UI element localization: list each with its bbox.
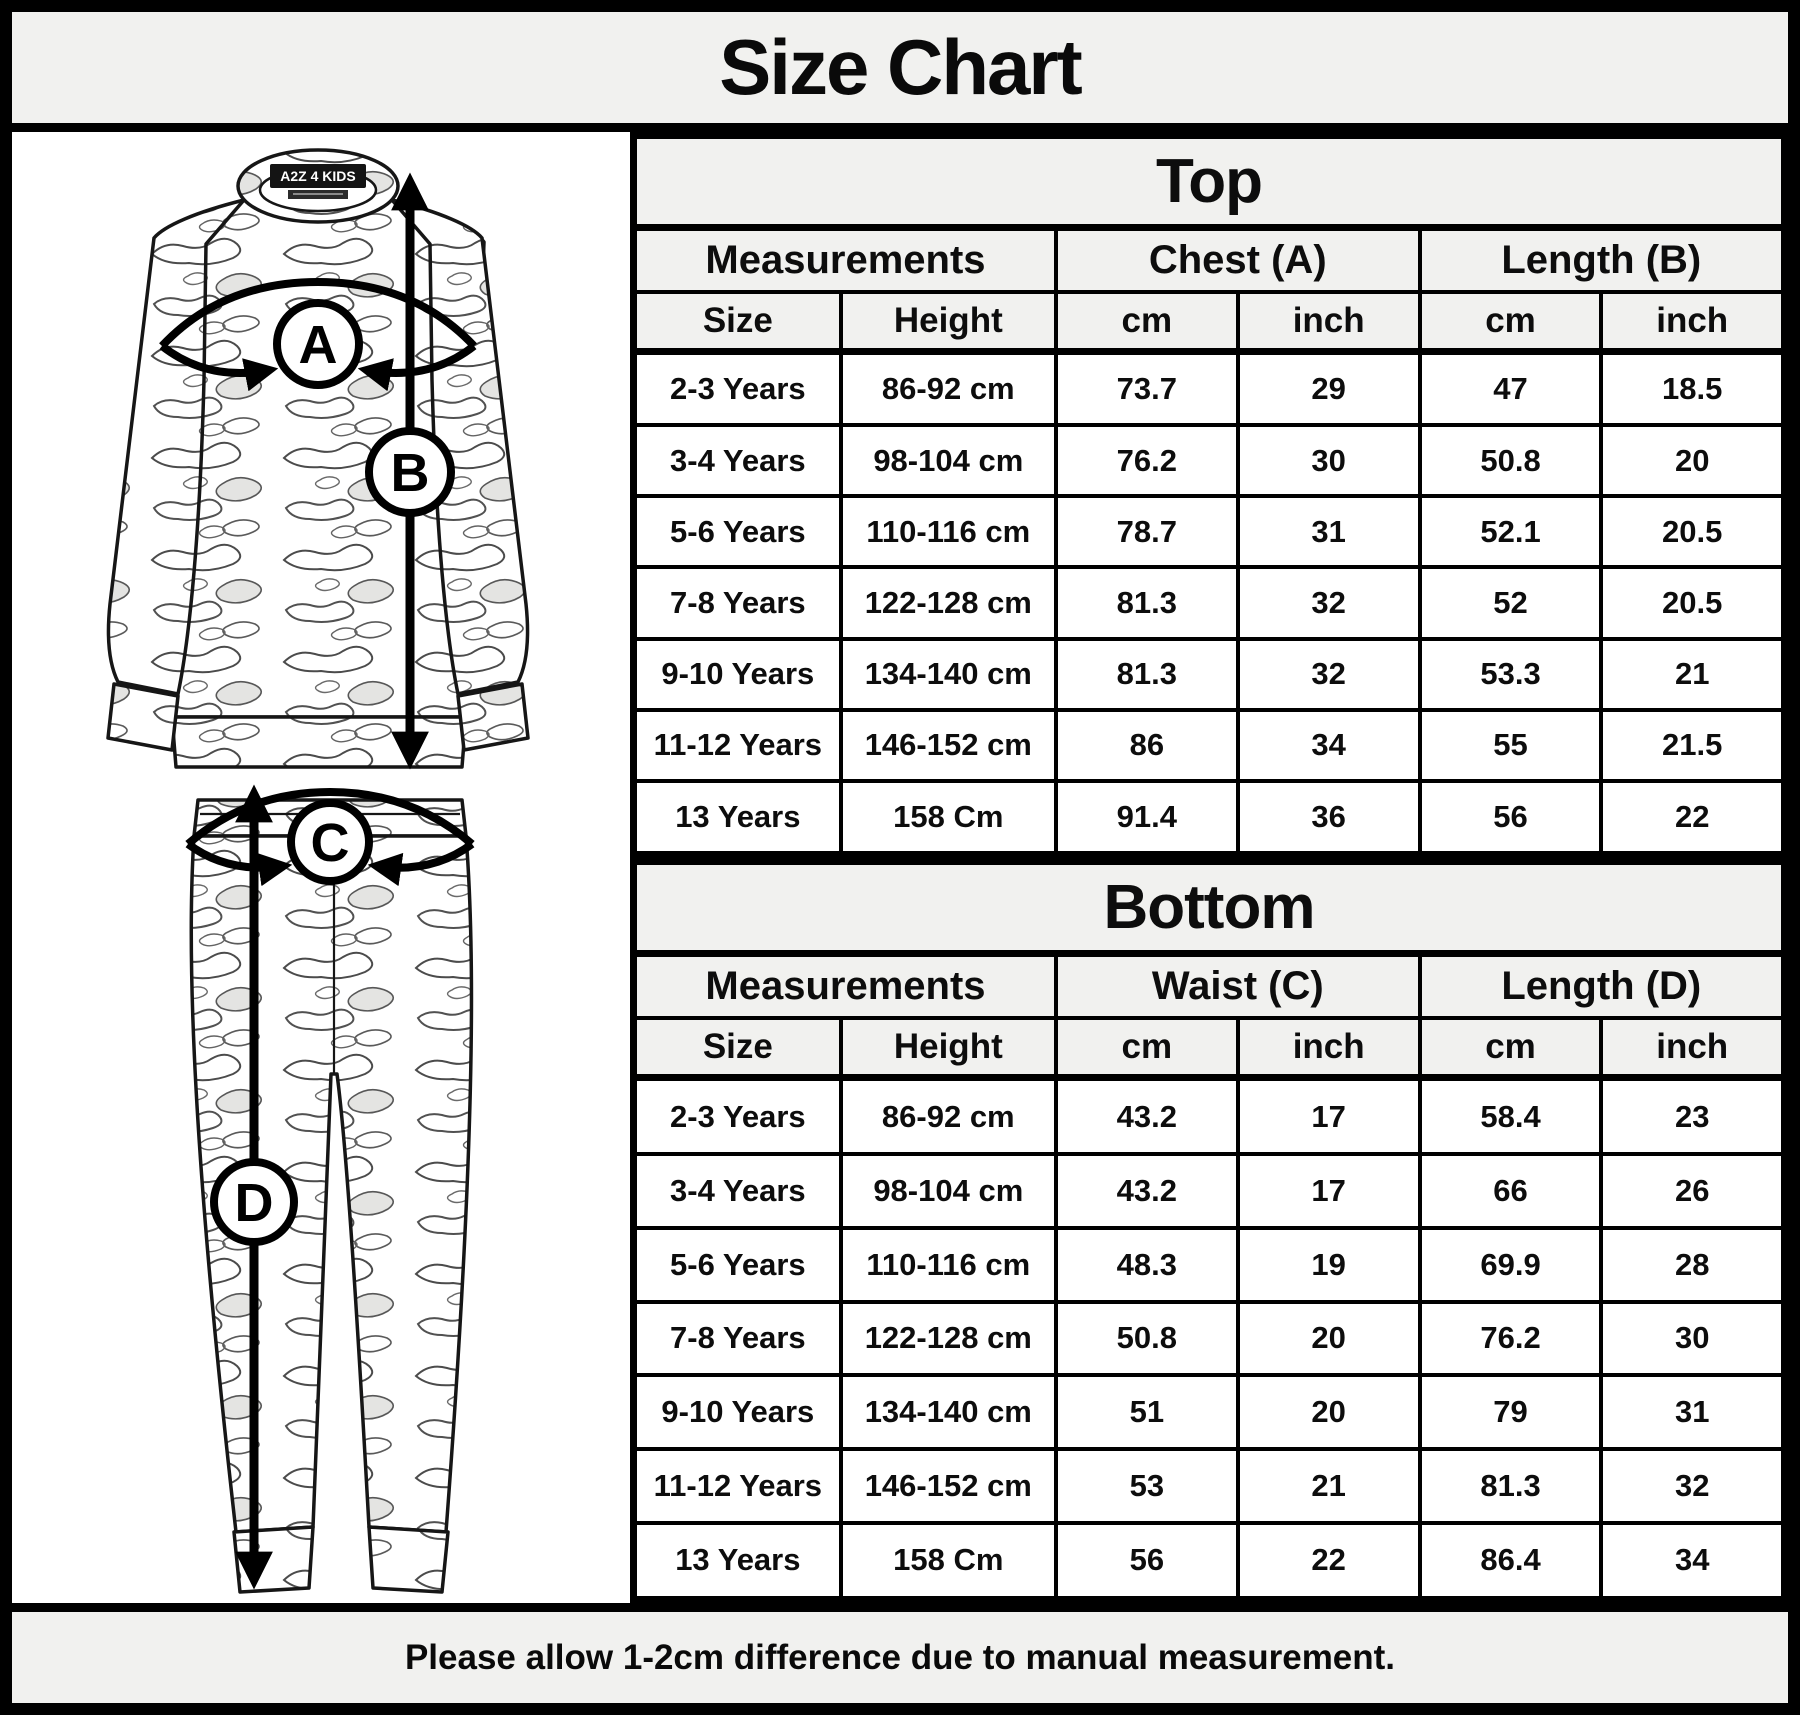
- table-cell: 51: [1056, 1375, 1238, 1449]
- table-cell: 34: [1238, 710, 1420, 781]
- table-cell: 20: [1601, 425, 1784, 496]
- table-row: [634, 567, 1785, 638]
- table-cell: 50.8: [1056, 1302, 1238, 1376]
- table-cell: 31: [1601, 1375, 1784, 1449]
- table-row: [634, 710, 1785, 781]
- table-cell: 52.1: [1420, 496, 1602, 567]
- col-header-length-d-inch: inch: [1601, 1018, 1784, 1078]
- table-cell: 22: [1601, 781, 1784, 855]
- table-cell: 122-128 cm: [841, 1302, 1056, 1376]
- table-cell: 134-140 cm: [841, 1375, 1056, 1449]
- table-cell: 20: [1238, 1375, 1420, 1449]
- table-cell: 20.5: [1601, 496, 1784, 567]
- table-cell: 122-128 cm: [841, 567, 1056, 638]
- table-cell: 34: [1601, 1523, 1784, 1600]
- col-header-length-inch: inch: [1601, 292, 1784, 352]
- top-column-header-row: [634, 292, 1785, 352]
- table-cell: 146-152 cm: [841, 1449, 1056, 1523]
- sweatshirt-drawing: [108, 150, 528, 767]
- table-cell: 110-116 cm: [841, 496, 1056, 567]
- col-header-length-d-cm: cm: [1420, 1018, 1602, 1078]
- table-cell: 56: [1420, 781, 1602, 855]
- table-cell: 81.3: [1420, 1449, 1602, 1523]
- table-cell: 86: [1056, 710, 1238, 781]
- table-cell: 13 Years: [634, 1523, 841, 1600]
- table-cell: 5-6 Years: [634, 496, 841, 567]
- table-cell: 17: [1238, 1154, 1420, 1228]
- col-header-waist-cm: cm: [1056, 1018, 1238, 1078]
- table-row: [634, 1449, 1785, 1523]
- marker-a-letter: A: [298, 315, 338, 375]
- main-content: [12, 132, 1788, 1603]
- bottom-section-title-row: [634, 862, 1785, 954]
- table-cell: 9-10 Years: [634, 1375, 841, 1449]
- group-header-length-d: Length (D): [1420, 954, 1785, 1018]
- table-cell: 21.5: [1601, 710, 1784, 781]
- table-cell: 23: [1601, 1078, 1784, 1155]
- table-row: [634, 425, 1785, 496]
- title-bar: [12, 12, 1788, 132]
- table-cell: 158 Cm: [841, 1523, 1056, 1600]
- group-header-chest: Chest (A): [1056, 228, 1420, 292]
- table-cell: 17: [1238, 1078, 1420, 1155]
- table-cell: 21: [1238, 1449, 1420, 1523]
- col-header-size: Size: [634, 292, 841, 352]
- bottom-section-title: Bottom: [634, 862, 1785, 954]
- table-cell: 18.5: [1601, 352, 1784, 426]
- table-row: [634, 639, 1785, 710]
- table-cell: 30: [1238, 425, 1420, 496]
- joggers-right-cuff: [369, 1527, 448, 1592]
- brand-label-text: A2Z 4 KIDS: [280, 168, 356, 184]
- table-cell: 9-10 Years: [634, 639, 841, 710]
- group-header-length-b: Length (B): [1420, 228, 1785, 292]
- table-cell: 11-12 Years: [634, 710, 841, 781]
- table-cell: 21: [1601, 639, 1784, 710]
- sweatshirt-left-cuff: [108, 684, 178, 750]
- page-title: Size Chart: [719, 23, 1081, 111]
- table-cell: 32: [1238, 639, 1420, 710]
- top-section-title-row: [634, 136, 1785, 228]
- table-row: [634, 1078, 1785, 1155]
- bottom-table-body: [634, 1078, 1785, 1600]
- table-row: [634, 1228, 1785, 1302]
- garment-diagram: [12, 132, 630, 1603]
- table-cell: 20: [1238, 1302, 1420, 1376]
- table-cell: 58.4: [1420, 1078, 1602, 1155]
- table-cell: 28: [1601, 1228, 1784, 1302]
- table-row: [634, 781, 1785, 855]
- col-header-chest-cm: cm: [1056, 292, 1238, 352]
- table-cell: 36: [1238, 781, 1420, 855]
- garment-diagram-panel: [12, 132, 630, 1603]
- table-cell: 43.2: [1056, 1078, 1238, 1155]
- group-header-waist: Waist (C): [1056, 954, 1420, 1018]
- table-cell: 134-140 cm: [841, 639, 1056, 710]
- table-row: [634, 352, 1785, 426]
- table-cell: 86-92 cm: [841, 352, 1056, 426]
- sweatshirt-hem-band: [172, 717, 466, 767]
- table-row: [634, 1302, 1785, 1376]
- table-cell: 13 Years: [634, 781, 841, 855]
- table-cell: 158 Cm: [841, 781, 1056, 855]
- table-cell: 81.3: [1056, 567, 1238, 638]
- table-cell: 48.3: [1056, 1228, 1238, 1302]
- table-cell: 29: [1238, 352, 1420, 426]
- col-header-length-cm: cm: [1420, 292, 1602, 352]
- top-table-body: [634, 352, 1785, 855]
- group-header-measurements: Measurements: [634, 228, 1056, 292]
- table-cell: 50.8: [1420, 425, 1602, 496]
- joggers-left-cuff: [234, 1527, 313, 1592]
- table-cell: 20.5: [1601, 567, 1784, 638]
- col-header-size-bottom: Size: [634, 1018, 841, 1078]
- table-cell: 2-3 Years: [634, 1078, 841, 1155]
- table-cell: 66: [1420, 1154, 1602, 1228]
- table-row: [634, 496, 1785, 567]
- table-cell: 32: [1238, 567, 1420, 638]
- table-cell: 53.3: [1420, 639, 1602, 710]
- table-cell: 3-4 Years: [634, 1154, 841, 1228]
- table-cell: 30: [1601, 1302, 1784, 1376]
- bottom-column-header-row: [634, 1018, 1785, 1078]
- group-header-measurements-bottom: Measurements: [634, 954, 1056, 1018]
- table-cell: 5-6 Years: [634, 1228, 841, 1302]
- table-cell: 32: [1601, 1449, 1784, 1523]
- marker-d-letter: D: [234, 1173, 274, 1233]
- table-cell: 73.7: [1056, 352, 1238, 426]
- table-row: [634, 1375, 1785, 1449]
- col-header-height-bottom: Height: [841, 1018, 1056, 1078]
- col-header-height: Height: [841, 292, 1056, 352]
- table-cell: 11-12 Years: [634, 1449, 841, 1523]
- table-cell: 26: [1601, 1154, 1784, 1228]
- table-cell: 2-3 Years: [634, 352, 841, 426]
- marker-c-letter: C: [310, 813, 350, 873]
- table-cell: 76.2: [1056, 425, 1238, 496]
- table-row: [634, 1154, 1785, 1228]
- table-cell: 43.2: [1056, 1154, 1238, 1228]
- table-cell: 86-92 cm: [841, 1078, 1056, 1155]
- table-cell: 31: [1238, 496, 1420, 567]
- table-cell: 56: [1056, 1523, 1238, 1600]
- table-cell: 69.9: [1420, 1228, 1602, 1302]
- top-size-table: [630, 132, 1788, 858]
- table-cell: 91.4: [1056, 781, 1238, 855]
- table-cell: 7-8 Years: [634, 1302, 841, 1376]
- table-cell: 110-116 cm: [841, 1228, 1056, 1302]
- bottom-size-table: [630, 858, 1788, 1603]
- table-cell: 53: [1056, 1449, 1238, 1523]
- tables-panel: [630, 132, 1788, 1603]
- footer-bar: [12, 1603, 1788, 1703]
- table-cell: 146-152 cm: [841, 710, 1056, 781]
- table-cell: 47: [1420, 352, 1602, 426]
- table-cell: 22: [1238, 1523, 1420, 1600]
- table-cell: 55: [1420, 710, 1602, 781]
- table-row: [634, 1523, 1785, 1600]
- table-cell: 7-8 Years: [634, 567, 841, 638]
- table-cell: 98-104 cm: [841, 425, 1056, 496]
- table-cell: 81.3: [1056, 639, 1238, 710]
- marker-b-letter: B: [390, 443, 430, 503]
- bottom-group-header-row: [634, 954, 1785, 1018]
- table-cell: 19: [1238, 1228, 1420, 1302]
- table-cell: 79: [1420, 1375, 1602, 1449]
- table-cell: 98-104 cm: [841, 1154, 1056, 1228]
- top-section-title: Top: [634, 136, 1785, 228]
- col-header-waist-inch: inch: [1238, 1018, 1420, 1078]
- joggers-drawing: [188, 792, 472, 1592]
- table-cell: 78.7: [1056, 496, 1238, 567]
- measurement-note: Please allow 1-2cm difference due to manual measurement.: [404, 1637, 1396, 1677]
- table-cell: 76.2: [1420, 1302, 1602, 1376]
- table-cell: 3-4 Years: [634, 425, 841, 496]
- table-cell: 52: [1420, 567, 1602, 638]
- col-header-chest-inch: inch: [1238, 292, 1420, 352]
- top-group-header-row: [634, 228, 1785, 292]
- table-cell: 86.4: [1420, 1523, 1602, 1600]
- sweatshirt-right-cuff: [458, 684, 528, 750]
